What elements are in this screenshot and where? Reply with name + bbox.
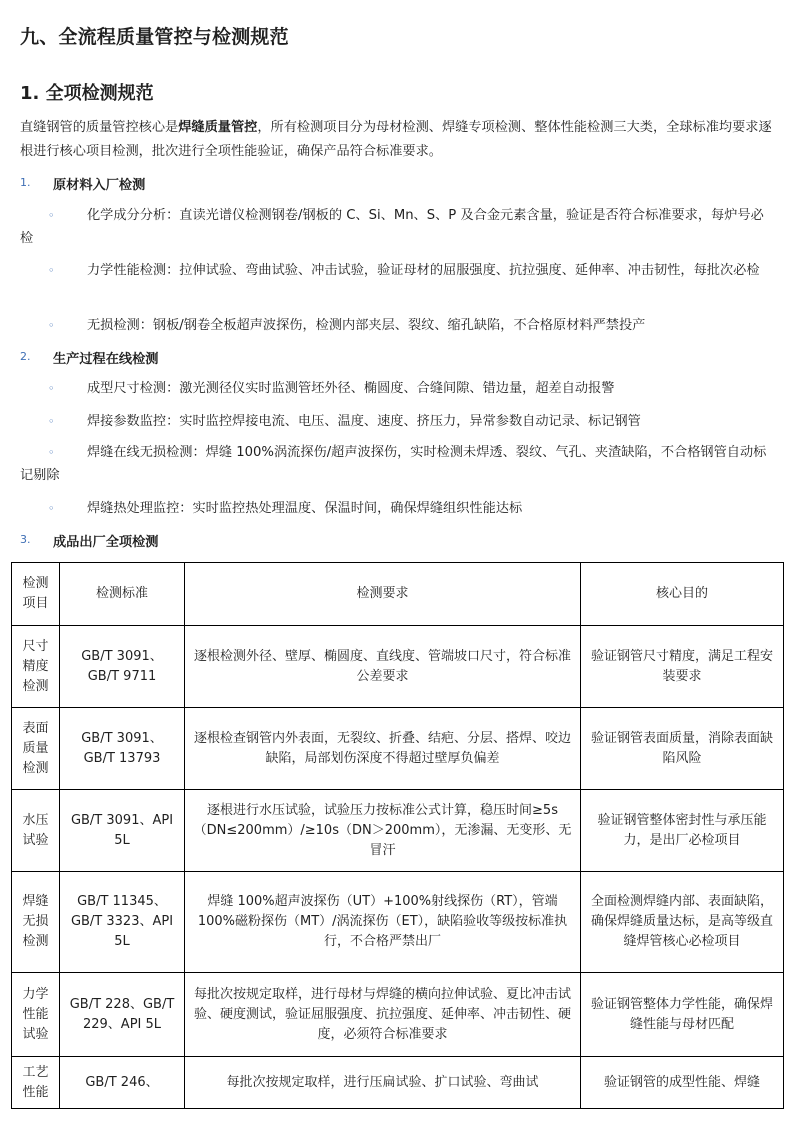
table-header-row xyxy=(12,563,784,626)
list-number: 2. xyxy=(20,350,31,363)
intro-paragraph xyxy=(20,116,772,164)
header-cell: 检测项目 xyxy=(12,563,60,626)
list-label: 生产过程在线检测 xyxy=(53,352,159,367)
bullet-item xyxy=(20,441,772,487)
bullet-text: 力学性能检测：拉伸试验、弯曲试验、冲击试验，验证母材的屈服强度、抗拉强度、延伸率、冲击韧性，每批次必检 xyxy=(87,263,760,278)
table-cell: 焊缝无损检测 xyxy=(12,872,60,973)
table-cell: 验证钢管的成型性能、焊缝 xyxy=(581,1057,784,1109)
list-label: 成品出厂全项检测 xyxy=(53,535,159,550)
subsection-title: 1. 全项检测规范 xyxy=(20,83,154,104)
header-cell: 核心目的 xyxy=(581,563,784,626)
header-cell: 检测标准 xyxy=(60,563,185,626)
inspection-table xyxy=(11,562,784,1109)
table-cell: 焊缝 100%超声波探伤（UT）+100%射线探伤（RT），管端 100%磁粉探伤（MT）/涡流探伤（ET），缺陷验收等级按标准执行，不合格严禁出厂 xyxy=(185,872,581,973)
table-row xyxy=(12,790,784,872)
bullet-circle-icon: ◦ xyxy=(48,209,55,222)
table-cell: 每批次按规定取样，进行母材与焊缝的横向拉伸试验、夏比冲击试验、硬度测试，验证屈服强度、抗拉强度、延伸率、冲击韧性、硬度，必须符合标准要求 xyxy=(185,973,581,1057)
bullet-circle-icon: ◦ xyxy=(48,319,55,332)
list-label: 原材料入厂检测 xyxy=(53,178,146,193)
bullet-item xyxy=(20,259,772,282)
bullet-circle-icon: ◦ xyxy=(48,382,55,395)
table-cell: 表面质量检测 xyxy=(12,708,60,790)
bullet-text: 无损检测：钢板/钢卷全板超声波探伤，检测内部夹层、裂纹、缩孔缺陷，不合格原材料严禁投产 xyxy=(87,318,646,333)
bullet-text: 化学成分分析：直读光谱仪检测钢卷/钢板的 C、Si、Mn、S、P 及合金元素含量，验证是否符合标准要求，每炉号必检 xyxy=(20,208,764,246)
list-number: 3. xyxy=(20,533,31,546)
table-cell: GB/T 3091、GB/T 13793 xyxy=(60,708,185,790)
list-number: 1. xyxy=(20,176,31,189)
table-cell: 逐根进行水压试验，试验压力按标准公式计算，稳压时间≥5s（DN≤200mm）/≥10s（DN＞200mm），无渗漏、无变形、无冒汗 xyxy=(185,790,581,872)
section-title: 九、全流程质量管控与检测规范 xyxy=(20,26,289,48)
table-cell: GB/T 228、GB/T 229、API 5L xyxy=(60,973,185,1057)
bullet-circle-icon: ◦ xyxy=(48,502,55,515)
intro-text-bold: 焊缝质量管控 xyxy=(178,120,258,135)
bullet-text: 成型尺寸检测：激光测径仪实时监测管坯外径、椭圆度、合缝间隙、错边量，超差自动报警 xyxy=(87,381,615,396)
bullet-circle-icon: ◦ xyxy=(48,264,55,277)
bullet-item xyxy=(20,410,772,433)
table-cell: GB/T 246、 xyxy=(60,1057,185,1109)
table-cell: 每批次按规定取样，进行压扁试验、扩口试验、弯曲试 xyxy=(185,1057,581,1109)
bullet-text: 焊接参数监控：实时监控焊接电流、电压、温度、速度、挤压力，异常参数自动记录、标记钢管 xyxy=(87,414,641,429)
intro-text-before: 直缝钢管的质量管控核心是 xyxy=(20,120,179,135)
table-row xyxy=(12,1057,784,1109)
bullet-item xyxy=(20,314,772,337)
table-cell: 逐根检测外径、壁厚、椭圆度、直线度、管端坡口尺寸，符合标准公差要求 xyxy=(185,626,581,708)
table-cell: GB/T 11345、GB/T 3323、API 5L xyxy=(60,872,185,973)
table-cell: 力学性能试验 xyxy=(12,973,60,1057)
table-cell: 验证钢管表面质量，消除表面缺陷风险 xyxy=(581,708,784,790)
table-row xyxy=(12,626,784,708)
bullet-item xyxy=(20,204,772,250)
table-cell: 验证钢管整体力学性能，确保焊缝性能与母材匹配 xyxy=(581,973,784,1057)
bullet-text: 焊缝热处理监控：实时监控热处理温度、保温时间，确保焊缝组织性能达标 xyxy=(87,501,523,516)
table-cell: GB/T 3091、GB/T 9711 xyxy=(60,626,185,708)
table-cell: 全面检测焊缝内部、表面缺陷，确保焊缝质量达标，是高等级直缝焊管核心必检项目 xyxy=(581,872,784,973)
intro-text-after: ，所有检测项目分为母材检测、焊缝专项检测、整体性能检测三大类，全球标准均要求逐根进行核心项目检测，批次进行全项性能验证，确保产品符合标准要求。 xyxy=(20,120,772,159)
table-cell: 水压试验 xyxy=(12,790,60,872)
table-row xyxy=(12,872,784,973)
table-cell: 尺寸精度检测 xyxy=(12,626,60,708)
bullet-circle-icon: ◦ xyxy=(48,415,55,428)
header-cell: 检测要求 xyxy=(185,563,581,626)
bullet-text: 焊缝在线无损检测：焊缝 100%涡流探伤/超声波探伤，实时检测未焊透、裂纹、气孔、夹渣缺陷，不合格钢管自动标记剔除 xyxy=(20,445,767,483)
table-row xyxy=(12,708,784,790)
table-cell: 工艺性能 xyxy=(12,1057,60,1109)
bullet-circle-icon: ◦ xyxy=(48,446,55,459)
table-cell: GB/T 3091、API 5L xyxy=(60,790,185,872)
table-row xyxy=(12,973,784,1057)
bullet-item xyxy=(20,497,772,520)
bullet-item xyxy=(20,377,772,400)
table-cell: 验证钢管整体密封性与承压能力，是出厂必检项目 xyxy=(581,790,784,872)
table-cell: 逐根检查钢管内外表面，无裂纹、折叠、结疤、分层、搭焊、咬边缺陷，局部划伤深度不得超过壁厚负偏差 xyxy=(185,708,581,790)
table-cell: 验证钢管尺寸精度，满足工程安装要求 xyxy=(581,626,784,708)
